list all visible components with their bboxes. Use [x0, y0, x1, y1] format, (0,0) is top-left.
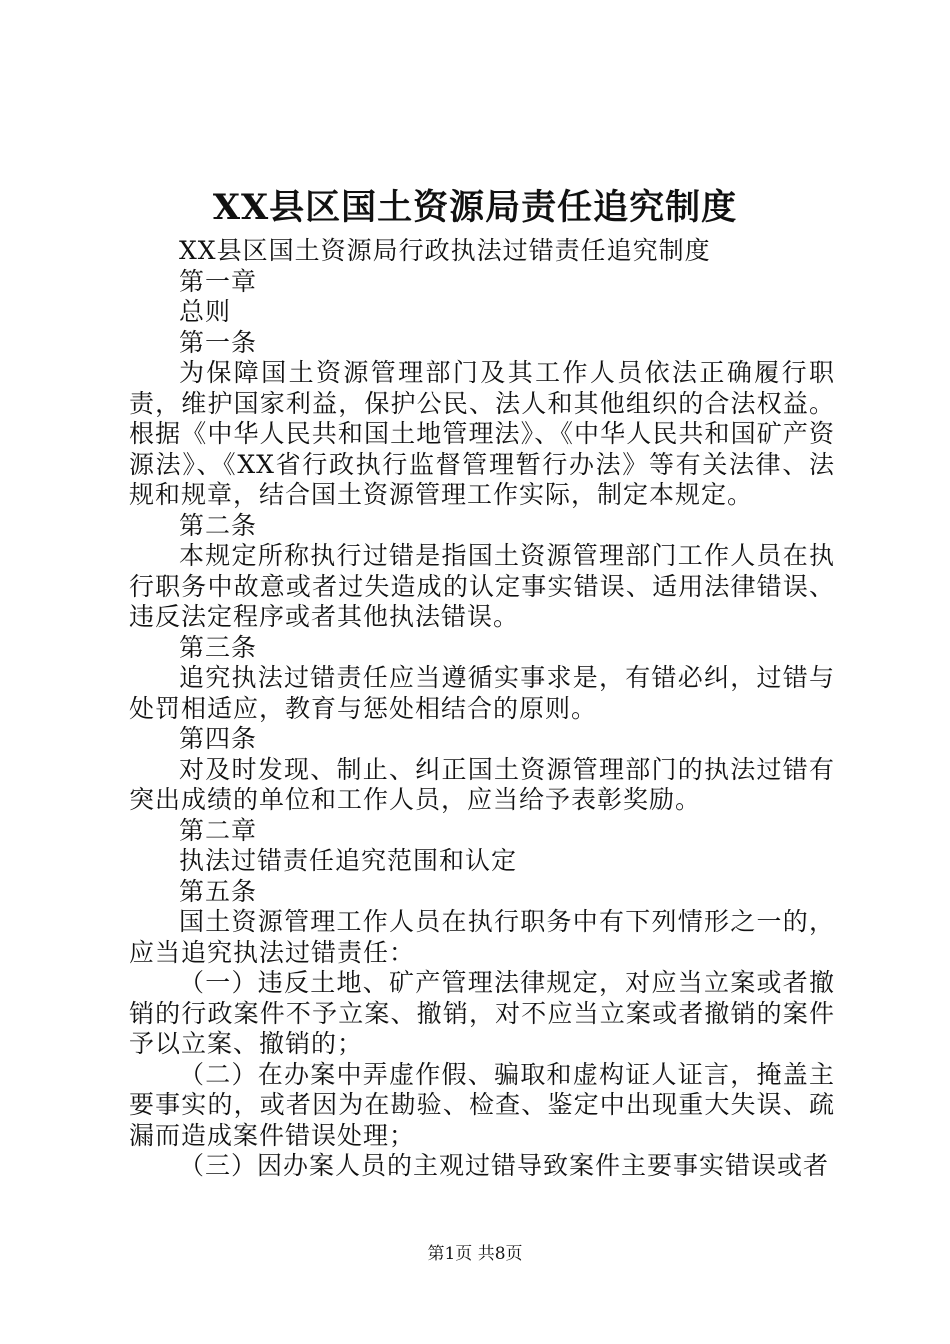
list-item-paragraph: （三）因办案人员的主观过错导致案件主要事实错误或者 [179, 1151, 830, 1180]
article-heading: 第四条 [179, 724, 258, 753]
chapter-heading: 第二章 [179, 815, 258, 845]
list-item-paragraph: （一）违反土地、矿产管理法律规定，对应当立案或者撤销的行政案件不予立案、撤销，对不应当立案或者撤销的案件予以立案、撤销的； [129, 968, 835, 1058]
chapter-heading: 第一章 [179, 266, 258, 296]
chapter-title: 总则 [179, 297, 232, 326]
article-paragraph: 国土资源管理工作人员在执行职务中有下列情形之一的，应当追究执法过错责任： [129, 907, 835, 967]
document-title: XX县区国土资源局责任追究制度 [212, 187, 738, 228]
article-paragraph: 为保障国土资源管理部门及其工作人员依法正确履行职责，维护国家利益，保护公民、法人和其他组织的合法权益。根据《中华人民共和国土地管理法》、《中华人民共和国矿产资源法》、《XX省行政执行监督管理暂行办法》等有关法律、法规和规章，结合国土资源管理工作实际，制定本规定。 [129, 358, 835, 509]
subtitle-paragraph: XX县区国土资源局行政执法过错责任追究制度 [179, 236, 711, 265]
article-heading: 第五条 [179, 876, 258, 906]
list-item-paragraph: （二）在办案中弄虚作假、骗取和虚构证人证言，掩盖主要事实的，或者因为在勘验、检查、鉴定中出现重大失误、疏漏而造成案件错误处理； [129, 1059, 835, 1150]
article-paragraph: 本规定所称执行过错是指国土资源管理部门工作人员在执行职务中故意或者过失造成的认定事实错误、适用法律错误、违反法定程序或者其他执法错误。 [129, 541, 835, 631]
article-paragraph: 追究执法过错责任应当遵循实事求是，有错必纠，过错与处罚相适应，教育与惩处相结合的原则。 [129, 663, 835, 723]
article-heading: 第二条 [179, 510, 258, 540]
chapter-title: 执法过错责任追究范围和认定 [179, 846, 518, 875]
article-paragraph: 对及时发现、制止、纠正国土资源管理部门的执法过错有突出成绩的单位和工作人员，应当给予表彰奖励。 [129, 754, 835, 814]
article-heading: 第一条 [179, 327, 258, 357]
document-body [129, 236, 835, 1182]
article-heading: 第三条 [179, 632, 258, 662]
page-footer: 第1页 共8页 [427, 1244, 523, 1264]
